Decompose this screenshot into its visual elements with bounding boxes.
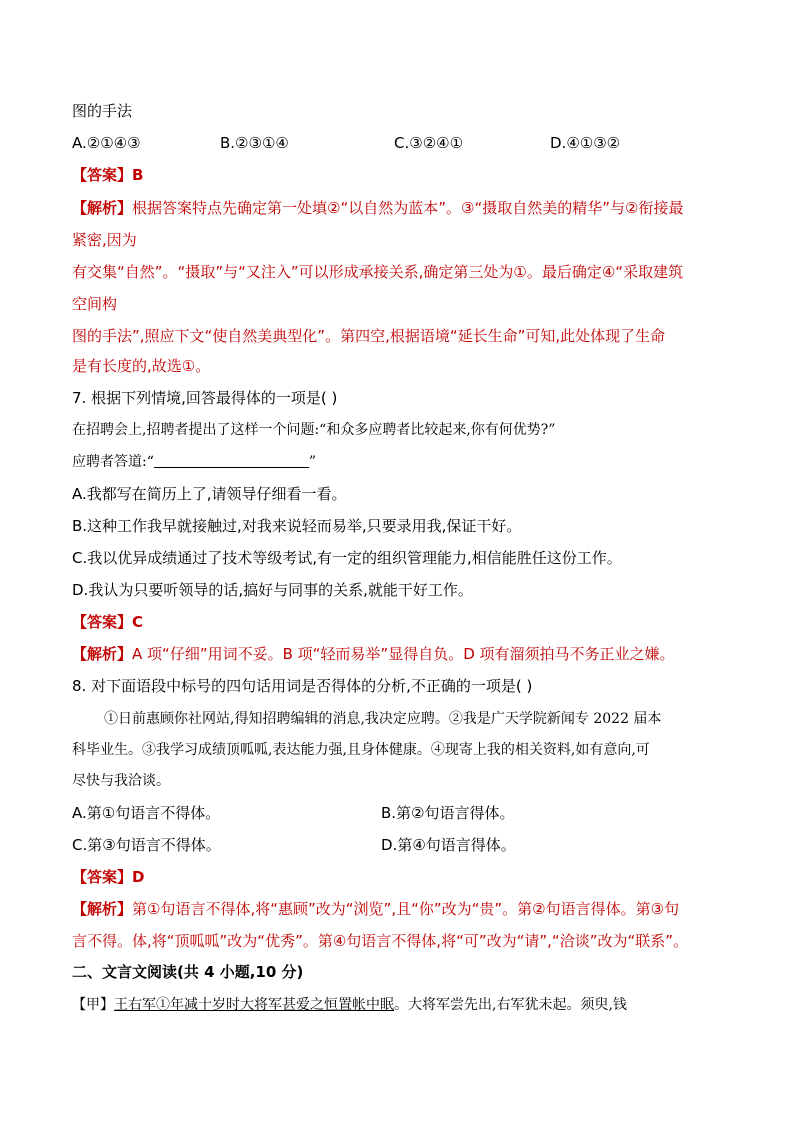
answer-tag: 【答案】 <box>72 613 133 631</box>
q8-option-c: C.第③句语言不得体。 <box>72 836 221 854</box>
q6-answer-line <box>72 165 143 185</box>
passage-jia-rest: 。大将军尝先出,右军犹未起。须臾,钱 <box>394 997 627 1013</box>
q8-analysis-line-2: 言不得。体,将“顶呱呱”改为“优秀”。第④句语言不得体,将“可”改为“请”,“洽谈”改为“联系”。 <box>72 932 689 950</box>
answer-tag: 【答案】 <box>72 868 133 886</box>
q8-passage-line-3: 尽快与我洽谈。 <box>72 773 170 789</box>
q7-reply-suffix: ” <box>308 454 317 470</box>
answer-value: D <box>132 868 145 886</box>
q7-option-d: D.我认为只要听领导的话,搞好与同事的关系,就能干好工作。 <box>72 581 473 599</box>
q7-context: 在招聘会上,招聘者提出了这样一个问题:“和众多应聘者比较起来,你有何优势?” <box>72 422 556 438</box>
q8-analysis-line-1 <box>72 899 679 919</box>
passage-jia-underlined: 王右军①年减十岁时大将军甚爱之恒置帐中眠 <box>114 997 394 1013</box>
q8-answer-line <box>72 867 144 887</box>
q7-stem: 7. 根据下列情境,回答最得体的一项是( ) <box>72 389 338 407</box>
q6-analysis-line-6: 是有长度的,故选①。 <box>72 357 211 375</box>
q6-option-d: D.④①③② <box>550 134 621 152</box>
analysis-tag: 【解析】 <box>72 900 133 918</box>
q6-analysis-line-2: 紧密,因为 <box>72 231 137 249</box>
q8-option-b: B.第②句语言得体。 <box>381 804 515 822</box>
answer-value: B <box>132 166 144 184</box>
passage-jia-line <box>72 995 627 1015</box>
q6-analysis-line-3: 有交集“自然”。“摄取”与“又注入”可以形成承接关系,确定第三处为①。最后确定④“采取建筑 <box>72 263 684 281</box>
q6-analysis-line-1 <box>72 198 683 218</box>
q6-option-c: C.③②④① <box>394 134 464 152</box>
q7-reply-prefix: 应聘者答道:“ <box>72 454 154 470</box>
q6-option-b: B.②③①④ <box>220 134 289 152</box>
q7-option-a: A.我都写在简历上了,请领导仔细看一看。 <box>72 485 347 503</box>
q8-option-a: A.第①句语言不得体。 <box>72 804 221 822</box>
q8-passage-line-1: ①日前惠顾你社网站,得知招聘编辑的消息,我决定应聘。②我是广天学院新闻专 2022 届本 <box>104 711 662 727</box>
q7-option-c: C.我以优异成绩通过了技术等级考试,有一定的组织管理能力,相信能胜任这份工作。 <box>72 549 622 567</box>
q6-analysis-line-5: 图的手法”,照应下文“使自然美典型化”。第四空,根据语境“延长生命”可知,此处体现了生命 <box>72 327 666 345</box>
q8-option-d: D.第④句语言得体。 <box>381 836 516 854</box>
answer-tag: 【答案】 <box>72 166 133 184</box>
answer-value: C <box>132 613 144 631</box>
q8-passage-line-2: 科毕业生。③我学习成绩顶呱呱,表达能力强,且身体健康。④现寄上我的相关资料,如有意向,可 <box>72 742 650 758</box>
q7-reply-line <box>72 452 316 472</box>
q7-option-b: B.这种工作我早就接触过,对我来说轻而易举,只要录用我,保证干好。 <box>72 517 522 535</box>
analysis-text: A 项“仔细”用词不妥。B 项“轻而易举”显得自负。D 项有溜须拍马不务正业之嫌。 <box>132 645 675 663</box>
section-heading: 二、文言文阅读(共 4 小题,10 分) <box>72 963 304 981</box>
analysis-tag: 【解析】 <box>72 199 133 217</box>
analysis-text: 第①句语言不得体,将“惠顾”改为“浏览”,且“你”改为“贵”。第②句语言得体。第③句 <box>132 900 680 918</box>
answer-blank <box>154 453 309 468</box>
q6-analysis-line-4: 空间构 <box>72 295 118 313</box>
q7-answer-line <box>72 612 143 632</box>
q6-tail-text: 图的手法 <box>72 102 133 120</box>
analysis-text: 根据答案特点先确定第一处填②“以自然为蓝本”。③“摄取自然美的精华”与②衔接最 <box>132 199 684 217</box>
q6-option-a: A.②①④③ <box>72 134 141 152</box>
q8-stem: 8. 对下面语段中标号的四句话用词是否得体的分析,不正确的一项是( ) <box>72 677 533 695</box>
q7-analysis-line <box>72 644 675 664</box>
analysis-tag: 【解析】 <box>72 645 133 663</box>
passage-jia-tag: 【甲】 <box>72 997 114 1013</box>
